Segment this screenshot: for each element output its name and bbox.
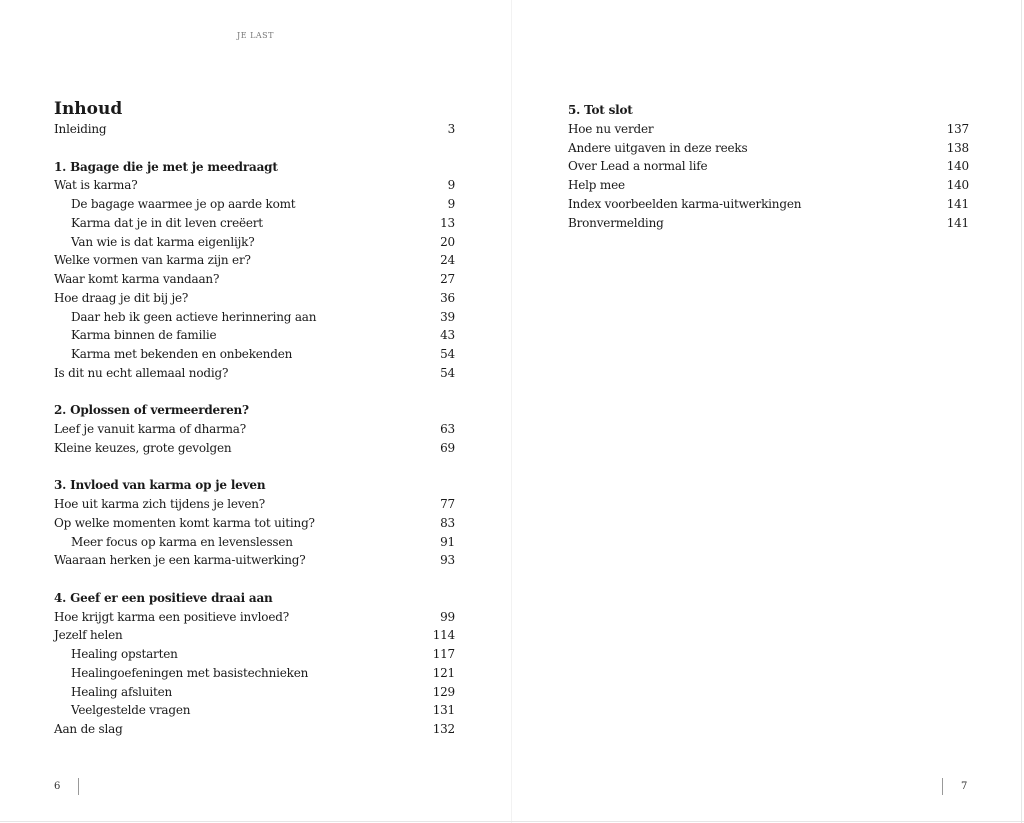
section-spacer — [54, 458, 455, 477]
toc-entry-page: 9 — [447, 178, 455, 193]
toc-entry-page: 129 — [432, 684, 455, 699]
toc-entry-page: 141 — [946, 196, 969, 211]
toc-entry-page: 141 — [946, 215, 969, 230]
toc-entry-label: Hoe uit karma zich tijdens je leven? — [54, 497, 266, 511]
toc-entry-label: De bagage waarmee je op aarde komt — [71, 197, 296, 211]
toc-sections — [54, 139, 455, 739]
toc-section — [54, 458, 455, 571]
toc-entry — [54, 195, 455, 214]
toc-entry-label: Van wie is dat karma eigenlijk? — [71, 234, 255, 249]
toc-entry — [54, 326, 455, 345]
toc-section — [54, 383, 455, 458]
page-number-right: 7 — [961, 781, 968, 792]
toc-entry-label: Hoe krijgt karma een positieve invloed? — [54, 609, 289, 624]
toc-entry-intro — [54, 120, 455, 139]
toc-entry — [54, 701, 455, 720]
toc-entry-page: 131 — [432, 703, 455, 718]
toc-entry-label: Welke vormen van karma zijn er? — [54, 253, 251, 268]
toc-entry-page: 54 — [440, 365, 455, 380]
toc-entry-page: 137 — [946, 121, 969, 136]
toc-entry-label: Veelgestelde vragen — [71, 703, 191, 718]
toc-entry — [568, 139, 969, 158]
toc-entry-label: Andere uitgaven in deze reeks — [568, 140, 748, 155]
toc-entry-page: 99 — [440, 609, 455, 624]
page-spine — [511, 0, 512, 823]
toc-entry — [568, 120, 969, 139]
toc-entry — [54, 495, 455, 514]
toc-entry-page: 24 — [440, 253, 455, 268]
toc-entry — [54, 683, 455, 702]
section-spacer — [54, 570, 455, 589]
toc-entry — [54, 626, 455, 645]
toc-entry-page: 39 — [440, 309, 455, 324]
toc-entry-page: 27 — [440, 272, 455, 286]
page-edge — [1021, 0, 1022, 823]
section-spacer — [54, 383, 455, 402]
toc-entry-page: 132 — [432, 722, 455, 736]
folio-divider — [942, 778, 943, 795]
toc-entry-label: Over Lead a normal life — [568, 159, 708, 174]
section-heading: 5. Tot slot — [568, 103, 633, 117]
toc-section — [54, 570, 455, 739]
toc-entry — [54, 533, 455, 552]
toc-entry-label: Daar heb ik geen actieve herinnering aan — [71, 309, 317, 324]
toc-entry-page: 77 — [440, 497, 455, 511]
folio-divider — [78, 778, 79, 795]
toc-entry-label: Meer focus op karma en levenslessen — [71, 534, 293, 549]
section-spacer — [54, 139, 455, 158]
toc-entry-label: Waar komt karma vandaan? — [54, 272, 220, 286]
toc-entry-label: Karma dat je in dit leven creëert — [71, 215, 263, 230]
toc-entry-page: 20 — [440, 234, 455, 249]
toc-entry-label: Index voorbeelden karma-uitwerkingen — [568, 196, 802, 211]
section-heading: 2. Oplossen of vermeerderen? — [54, 403, 249, 418]
toc-entry-page: 140 — [946, 178, 969, 192]
toc-entry — [54, 289, 455, 308]
toc-entry-page: 9 — [447, 197, 455, 211]
toc-entry-page: 36 — [440, 290, 455, 305]
toc-entry-page: 13 — [440, 215, 455, 230]
toc-entry — [54, 514, 455, 533]
toc-entry-page: 3 — [447, 122, 455, 136]
toc-entry — [568, 214, 969, 233]
toc-entry-page: 83 — [440, 515, 455, 530]
toc-entry-page: 91 — [440, 534, 455, 549]
toc-entry-label: Healing afsluiten — [71, 684, 173, 699]
toc-title: Inhoud — [54, 99, 123, 119]
toc-entry — [54, 664, 455, 683]
section-heading: 4. Geef er een positieve draai aan — [54, 590, 273, 605]
toc-entry-label: Bronvermelding — [568, 215, 664, 230]
toc-entry-label: Healingoefeningen met basistechnieken — [71, 665, 309, 680]
toc-entry-label: Jezelf helen — [54, 628, 123, 643]
toc-entry — [54, 251, 455, 270]
toc-entry-label: Karma met bekenden en onbekenden — [71, 347, 293, 361]
section-heading: 3. Invloed van karma op je leven — [54, 478, 266, 493]
toc-entry-page: 138 — [946, 140, 969, 155]
toc-entry — [54, 608, 455, 627]
toc-entry-page: 140 — [946, 159, 969, 174]
running-head: JE LAST — [237, 31, 274, 40]
toc-entry-label: Op welke momenten komt karma tot uiting? — [54, 515, 315, 530]
toc-entry-label: Healing opstarten — [71, 647, 178, 661]
section-heading: 1. Bagage die je met je meedraagt — [54, 159, 278, 174]
toc-entry-page: 93 — [440, 553, 455, 568]
toc-entry — [54, 214, 455, 233]
toc-entry-label: Kleine keuzes, grote gevolgen — [54, 440, 232, 455]
toc-entry-label: Hoe draag je dit bij je? — [54, 290, 189, 305]
toc-entry-page: 69 — [440, 440, 455, 455]
toc-entry — [54, 720, 455, 739]
toc-entry-label: Hoe nu verder — [568, 121, 654, 136]
toc-entry — [568, 195, 969, 214]
toc-entry — [568, 176, 969, 195]
toc-entry — [54, 551, 455, 570]
toc-entry-page: 54 — [440, 347, 455, 361]
toc-entry — [54, 439, 455, 458]
toc-entry — [54, 233, 455, 252]
page-number-left: 6 — [54, 781, 61, 792]
toc-section — [54, 139, 455, 383]
toc-entry-page: 121 — [432, 665, 455, 680]
page-edge-bottom — [0, 821, 1024, 822]
toc-entry-label: Leef je vanuit karma of dharma? — [54, 422, 246, 436]
toc-entry — [54, 345, 455, 364]
toc-entry — [54, 270, 455, 289]
toc-entry-label: Aan de slag — [54, 722, 123, 736]
toc-left-column — [54, 98, 455, 739]
toc-entry-label: Karma binnen de familie — [71, 328, 217, 343]
toc-entry — [54, 645, 455, 664]
toc-entry — [54, 176, 455, 195]
toc-entry — [54, 420, 455, 439]
toc-entry-label: Wat is karma? — [54, 178, 138, 193]
toc-entry-page: 43 — [440, 328, 455, 343]
toc-entry — [54, 308, 455, 327]
toc-right-column — [568, 98, 969, 232]
toc-entry — [54, 364, 455, 383]
toc-entry-label: Waaraan herken je een karma-uitwerking? — [54, 553, 306, 568]
toc-entry — [568, 157, 969, 176]
toc-entry-page: 63 — [440, 422, 455, 436]
toc-entry-label: Inleiding — [54, 122, 107, 136]
toc-entry-label: Help mee — [568, 178, 625, 192]
toc-entry-page: 117 — [432, 647, 455, 661]
toc-entry-page: 114 — [432, 628, 455, 643]
toc-section-entries — [568, 120, 969, 233]
toc-entry-label: Is dit nu echt allemaal nodig? — [54, 365, 229, 380]
